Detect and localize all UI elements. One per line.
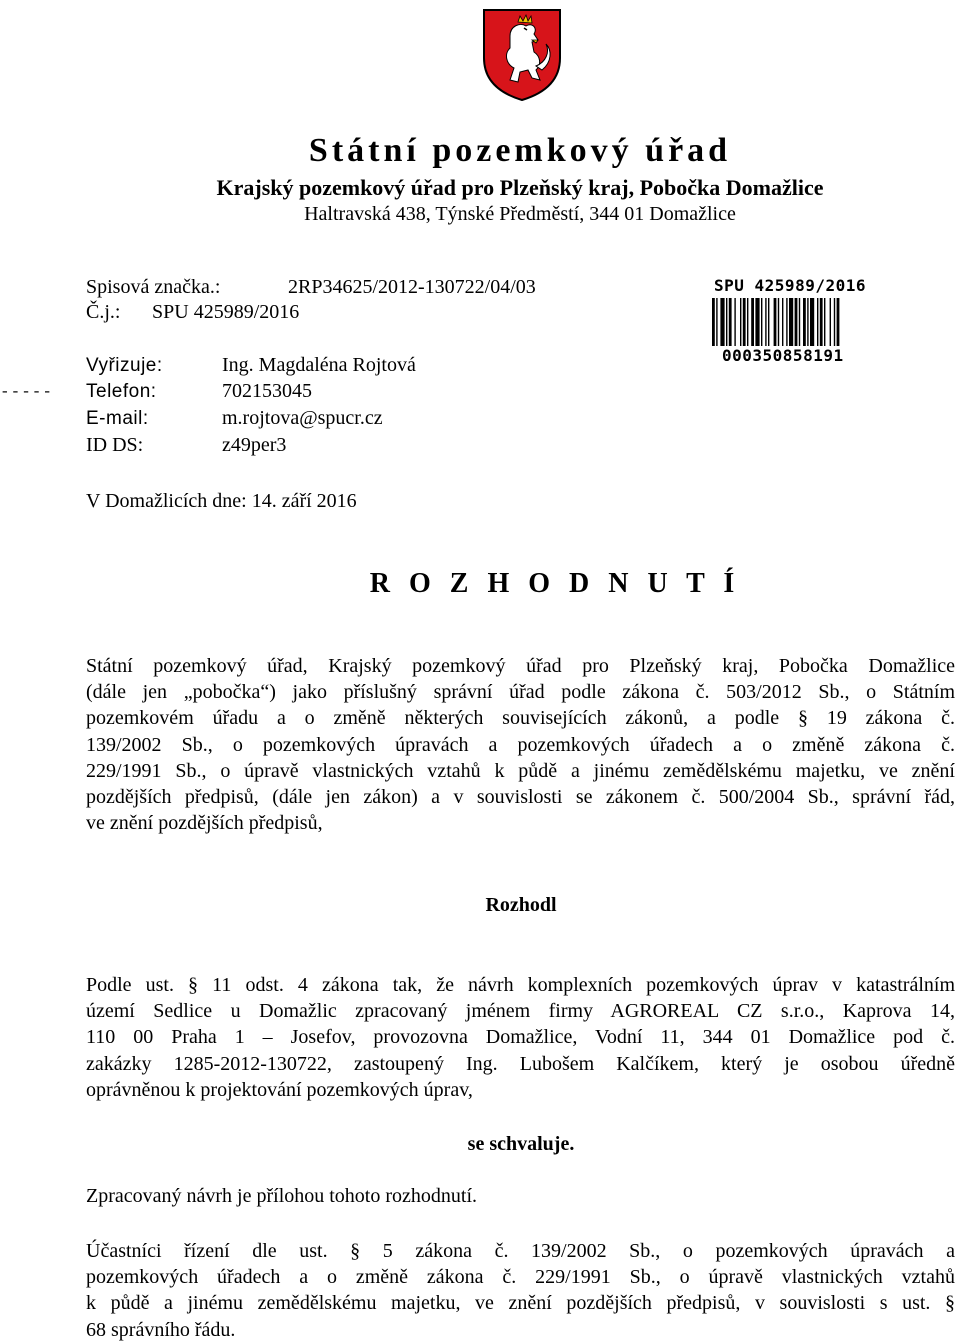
decision-line: zakázky 1285-2012-130722, zastoupený Ing. Lubošem Kalčíkem, který je osobou úředně (86, 1052, 955, 1075)
barcode-bar (810, 298, 814, 346)
email-value: m.rojtova@spucr.cz (222, 407, 383, 429)
participants-line: pozemkových úřadech a o změně zákona č. 229/1991 Sb., o úpravě vlastnických vztahů (86, 1266, 955, 1289)
barcode-bar (795, 298, 798, 346)
intro-paragraph (86, 653, 955, 836)
intro-line: ve znění pozdějších předpisů, (86, 812, 323, 835)
email-label: E-mail: (86, 408, 149, 429)
barcode-bar (789, 298, 793, 346)
schvaluje-heading: se schvaluje. (467, 1133, 575, 1155)
barcode-bar (747, 298, 748, 346)
barcode-bar (712, 298, 715, 346)
barcode-bottom-text: 000350858191 (722, 346, 844, 365)
intro-line: (dále jen „pobočka“) jako příslušný správní úřad podle zákona č. 503/2012 Sb., o Státním (86, 681, 955, 704)
participants-line: Účastníci řízení dle ust. § 5 zákona č. 139/2002 Sb., o pozemkových úpravách a (86, 1240, 955, 1262)
telefon-label: Telefon: (86, 381, 157, 402)
barcode-bar (834, 298, 835, 346)
date-line: V Domažlicích dne: 14. září 2016 (86, 490, 357, 512)
barcode-bar (786, 298, 787, 346)
barcode-top-text: SPU 425989/2016 (714, 276, 866, 295)
barcode-bar (729, 298, 732, 346)
office-title: Státní pozemkový úřad (308, 132, 732, 169)
barcode-bar (716, 298, 717, 346)
barcode-bar (755, 298, 759, 346)
spisova-label: Spisová značka.: (86, 276, 221, 298)
participants-line: 68 správního řádu. (86, 1318, 236, 1341)
barcode-bar (830, 298, 831, 346)
barcode-bar (761, 298, 762, 346)
czech-coat-of-arms-emblem (480, 6, 564, 102)
barcode-bar (778, 298, 779, 346)
barcode-bar (807, 298, 808, 346)
barcode-bar (734, 298, 735, 346)
participants-paragraph (86, 1238, 955, 1343)
barcode-bar (837, 298, 840, 346)
cj-label: Č.j.: (86, 301, 121, 323)
intro-line: 139/2002 Sb., o pozemkových úpravách a pozemkových úřadech a o změně zákona č. (86, 733, 955, 756)
intro-line: pozdějších předpisů, (dále jen zákon) a v souvislosti se zákonem č. 500/2004 Sb., správní řád, (86, 786, 955, 809)
barcode-bar (743, 298, 746, 346)
barcode-bar (720, 298, 724, 346)
vyrizuje-label: Vyřizuje: (86, 355, 163, 376)
office-address: Haltravská 438, Týnské Předměstí, 344 01 Domažlice (304, 203, 736, 225)
rozhodl-heading: Rozhodl (485, 894, 557, 916)
barcode-bar (726, 298, 727, 346)
barcode-bar (820, 298, 823, 346)
barcode-bar (740, 298, 741, 346)
spisova-value: 2RP34625/2012-130722/04/03 (288, 276, 536, 298)
barcode (712, 298, 888, 346)
office-subtitle: Krajský pozemkový úřad pro Plzeňský kraj, Pobočka Domažlice (216, 175, 824, 200)
barcode-bar (824, 298, 825, 346)
decision-line: oprávněnou k projektování pozemkových úprav, (86, 1078, 473, 1101)
barcode-bar (803, 298, 806, 346)
telefon-value: 702153045 (222, 380, 312, 402)
decision-title: R O Z H O D N U T Í (369, 568, 741, 599)
idds-label: ID DS: (86, 434, 144, 456)
intro-line: Státní pozemkový úřad, Krajský pozemkový úřad pro Plzeňský kraj, Pobočka Domažlice (86, 655, 955, 677)
intro-line: 229/1991 Sb., o úpravě vlastnických vztahů k půdě a jinému zemědělskému majetku, ve znění (86, 759, 955, 782)
barcode-bar (817, 298, 818, 346)
idds-value: z49per3 (222, 434, 287, 456)
vyrizuje-value: Ing. Magdaléna Rojtová (222, 354, 416, 376)
barcode-bar (799, 298, 800, 346)
attachment-line: Zpracovaný návrh je přílohou tohoto rozhodnutí. (86, 1185, 478, 1207)
decision-line: 110 00 Praha 1 – Josefov, provozovna Domažlice, Vodní 11, 344 01 Domažlice pod č. (86, 1026, 955, 1049)
decision-paragraph (86, 972, 955, 1103)
participants-line: k půdě a jinému zemědělskému majetku, ve znění pozdějších předpisů, v souvislosti s ust. § (86, 1292, 955, 1315)
decision-line: Podle ust. § 11 odst. 4 zákona tak, že návrh komplexních pozemkových úprav v katastrálním (86, 974, 955, 996)
intro-line: pozemkovém úřadu a o změně některých souvisejících zákonů, a podle § 19 zákona č. (86, 707, 955, 730)
barcode-bar (751, 298, 754, 346)
cj-value: SPU 425989/2016 (152, 301, 300, 323)
barcode-bar (765, 298, 766, 346)
barcode-bar (768, 298, 769, 346)
barcode-bar (782, 298, 783, 346)
margin-mark: ----- (0, 383, 54, 401)
barcode-bar (774, 298, 777, 346)
decision-line: území Sedlice u Domažlic zpracovaný jménem firmy AGROREAL CZ s.r.o., Kaprova 14, (86, 1000, 955, 1023)
